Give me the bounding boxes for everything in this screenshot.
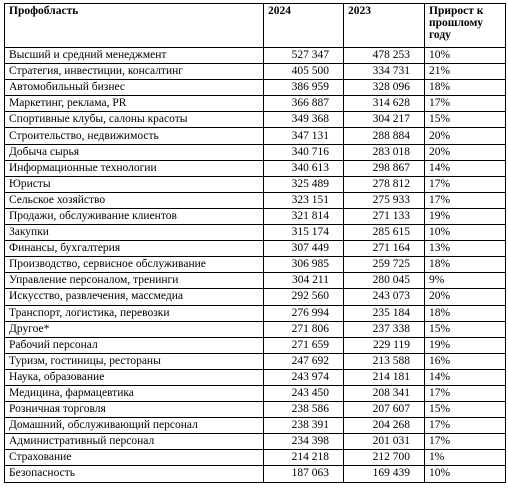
cell-2023: 235 184: [344, 305, 425, 321]
cell-field: Финансы, бухгалтерия: [5, 241, 264, 257]
cell-2024: 243 450: [264, 385, 344, 401]
table-row: [5, 418, 506, 434]
cell-field: Автомобильный бизнес: [5, 80, 264, 96]
header-2024: 2024: [264, 4, 344, 48]
cell-2023: 280 045: [344, 273, 425, 289]
cell-2024: 386 959: [264, 80, 344, 96]
cell-growth: 14%: [425, 160, 506, 176]
cell-growth: 19%: [425, 208, 506, 224]
header-2023: 2023: [344, 4, 425, 48]
cell-field: Маркетинг, реклама, PR: [5, 96, 264, 112]
cell-field: Стратегия, инвестиции, консалтинг: [5, 64, 264, 80]
cell-growth: 15%: [425, 321, 506, 337]
cell-2023: 275 933: [344, 192, 425, 208]
cell-growth: 17%: [425, 434, 506, 450]
cell-2024: 527 347: [264, 48, 344, 64]
cell-2023: 201 031: [344, 434, 425, 450]
table-row: [5, 192, 506, 208]
cell-growth: 18%: [425, 257, 506, 273]
table-row: [5, 112, 506, 128]
cell-2024: 349 368: [264, 112, 344, 128]
cell-field: Спортивные клубы, салоны красоты: [5, 112, 264, 128]
cell-2024: 366 887: [264, 96, 344, 112]
cell-growth: 10%: [425, 466, 506, 482]
cell-2024: 243 974: [264, 369, 344, 385]
cell-2023: 271 164: [344, 241, 425, 257]
cell-growth: 20%: [425, 144, 506, 160]
table-row: [5, 176, 506, 192]
table-row: [5, 208, 506, 224]
table-row: [5, 289, 506, 305]
cell-field: Страхование: [5, 450, 264, 466]
cell-2023: 237 338: [344, 321, 425, 337]
cell-2024: 325 489: [264, 176, 344, 192]
table-row: [5, 80, 506, 96]
cell-field: Закупки: [5, 225, 264, 241]
cell-2023: 271 133: [344, 208, 425, 224]
cell-field: Административный персонал: [5, 434, 264, 450]
cell-growth: 19%: [425, 337, 506, 353]
cell-2024: 340 613: [264, 160, 344, 176]
cell-field: Наука, образование: [5, 369, 264, 385]
cell-growth: 17%: [425, 385, 506, 401]
cell-2023: 334 731: [344, 64, 425, 80]
cell-growth: 20%: [425, 289, 506, 305]
cell-2024: 247 692: [264, 353, 344, 369]
cell-2024: 214 218: [264, 450, 344, 466]
table-row: [5, 160, 506, 176]
cell-2023: 328 096: [344, 80, 425, 96]
cell-field: Искусство, развлечения, массмедиа: [5, 289, 264, 305]
cell-2023: 204 268: [344, 418, 425, 434]
cell-growth: 17%: [425, 418, 506, 434]
cell-2023: 288 884: [344, 128, 425, 144]
cell-field: Информационные технологии: [5, 160, 264, 176]
table-row: [5, 337, 506, 353]
table-row: [5, 225, 506, 241]
cell-2024: 405 500: [264, 64, 344, 80]
cell-2024: 292 560: [264, 289, 344, 305]
cell-growth: 16%: [425, 353, 506, 369]
cell-field: Безопасность: [5, 466, 264, 482]
table-body: [5, 48, 506, 483]
cell-growth: 20%: [425, 128, 506, 144]
cell-growth: 10%: [425, 225, 506, 241]
cell-field: Туризм, гостиницы, рестораны: [5, 353, 264, 369]
cell-2023: 285 615: [344, 225, 425, 241]
cell-2023: 243 073: [344, 289, 425, 305]
table-row: [5, 466, 506, 482]
cell-field: Высший и средний менеджмент: [5, 48, 264, 64]
header-field: Профобласть: [5, 4, 264, 48]
table-row: [5, 402, 506, 418]
table-row: [5, 369, 506, 385]
header-row: [5, 4, 506, 48]
cell-growth: 14%: [425, 369, 506, 385]
table-row: [5, 353, 506, 369]
cell-field: Другое*: [5, 321, 264, 337]
cell-2024: 347 131: [264, 128, 344, 144]
cell-2024: 315 174: [264, 225, 344, 241]
table-row: [5, 321, 506, 337]
cell-growth: 10%: [425, 48, 506, 64]
cell-2023: 283 018: [344, 144, 425, 160]
cell-2023: 169 439: [344, 466, 425, 482]
cell-2023: 229 119: [344, 337, 425, 353]
cell-field: Медицина, фармацевтика: [5, 385, 264, 401]
cell-growth: 21%: [425, 64, 506, 80]
table-row: [5, 305, 506, 321]
cell-2023: 478 253: [344, 48, 425, 64]
cell-field: Производство, сервисное обслуживание: [5, 257, 264, 273]
cell-growth: 18%: [425, 80, 506, 96]
cell-growth: 17%: [425, 176, 506, 192]
cell-field: Управление персоналом, тренинги: [5, 273, 264, 289]
cell-growth: 17%: [425, 192, 506, 208]
cell-2024: 238 586: [264, 402, 344, 418]
table-row: [5, 450, 506, 466]
cell-2024: 304 211: [264, 273, 344, 289]
cell-2023: 208 341: [344, 385, 425, 401]
header-growth: Прирост к прошлому году: [425, 4, 506, 48]
cell-2023: 207 607: [344, 402, 425, 418]
cell-2024: 187 063: [264, 466, 344, 482]
cell-field: Домашний, обслуживающий персонал: [5, 418, 264, 434]
cell-field: Рабочий персонал: [5, 337, 264, 353]
cell-2023: 304 217: [344, 112, 425, 128]
cell-field: Розничная торговля: [5, 402, 264, 418]
cell-2023: 212 700: [344, 450, 425, 466]
cell-field: Продажи, обслуживание клиентов: [5, 208, 264, 224]
cell-2024: 323 151: [264, 192, 344, 208]
cell-field: Добыча сырья: [5, 144, 264, 160]
table-row: [5, 273, 506, 289]
cell-growth: 1%: [425, 450, 506, 466]
cell-2024: 271 659: [264, 337, 344, 353]
table-row: [5, 96, 506, 112]
cell-2024: 276 994: [264, 305, 344, 321]
cell-2024: 321 814: [264, 208, 344, 224]
cell-2024: 307 449: [264, 241, 344, 257]
table-row: [5, 241, 506, 257]
cell-2024: 306 985: [264, 257, 344, 273]
table-row: [5, 434, 506, 450]
cell-2023: 278 812: [344, 176, 425, 192]
cell-growth: 15%: [425, 112, 506, 128]
table-row: [5, 385, 506, 401]
cell-field: Юристы: [5, 176, 264, 192]
table-row: [5, 48, 506, 64]
cell-2024: 340 716: [264, 144, 344, 160]
table-row: [5, 144, 506, 160]
cell-2023: 298 867: [344, 160, 425, 176]
cell-growth: 9%: [425, 273, 506, 289]
cell-2023: 213 588: [344, 353, 425, 369]
cell-2024: 234 398: [264, 434, 344, 450]
cell-growth: 18%: [425, 305, 506, 321]
cell-field: Транспорт, логистика, перевозки: [5, 305, 264, 321]
cell-2023: 314 628: [344, 96, 425, 112]
cell-growth: 13%: [425, 241, 506, 257]
cell-growth: 15%: [425, 402, 506, 418]
cell-field: Строительство, недвижимость: [5, 128, 264, 144]
cell-2023: 259 725: [344, 257, 425, 273]
cell-field: Сельское хозяйство: [5, 192, 264, 208]
cell-2023: 214 181: [344, 369, 425, 385]
cell-growth: 17%: [425, 96, 506, 112]
table-row: [5, 64, 506, 80]
salary-table: [4, 3, 506, 483]
cell-2024: 238 391: [264, 418, 344, 434]
table-row: [5, 257, 506, 273]
table-row: [5, 128, 506, 144]
cell-2024: 271 806: [264, 321, 344, 337]
